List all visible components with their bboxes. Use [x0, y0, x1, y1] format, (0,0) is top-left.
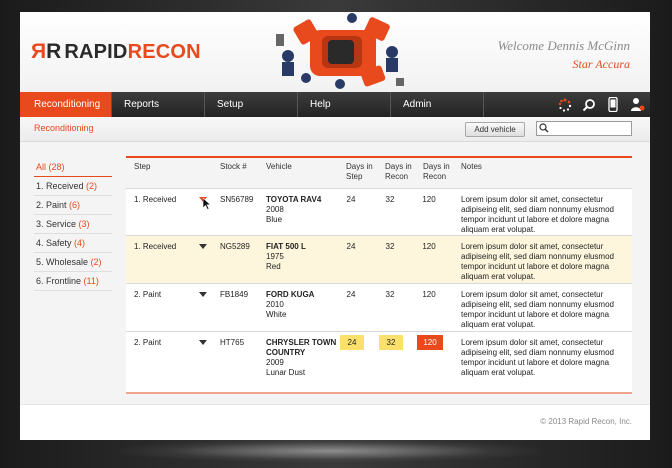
table-row[interactable] [126, 332, 632, 384]
col-header-step[interactable]: Step [134, 162, 151, 171]
nav-tab-admin[interactable]: Admin [391, 92, 484, 117]
sidebar-item-label: 5. Wholesale [36, 257, 89, 267]
cell-days-in-recon-2: 120 [422, 242, 436, 251]
cell-notes: Lorem ipsum dolor sit amet, consectetur adipiseing elit, sed diam nonnumy elusmod tempor incidunt ut labore et dolore magna aliquam erat volupat. [461, 290, 614, 329]
col-header-notes[interactable]: Notes [461, 162, 482, 171]
cell-vehicle-name: FIAT 500 L [266, 242, 306, 251]
sidebar-item-label: All [36, 162, 47, 172]
sidebar-item-safety[interactable] [34, 234, 112, 253]
welcome-block [498, 38, 630, 72]
col-header-days-in-step[interactable]: Days in Step [346, 162, 373, 181]
sidebar-item-count: (2) [90, 257, 102, 267]
days-in-step-warning-badge: 24 [340, 335, 364, 350]
nav-tab-reconditioning[interactable]: Reconditioning [20, 92, 112, 117]
sidebar-item-paint[interactable] [34, 196, 112, 215]
cell-stock: SN56789 [220, 195, 254, 204]
header [20, 12, 650, 92]
cell-vehicle-year: 1975 [266, 252, 284, 261]
sidebar-item-received[interactable] [34, 177, 112, 196]
cell-days-in-step: 24 [346, 242, 356, 251]
cell-stock: FB1849 [220, 290, 249, 299]
cell-vehicle-color: Blue [266, 215, 283, 224]
section-title: Reconditioning [34, 123, 94, 133]
sidebar-item-label: 3. Service [36, 219, 77, 229]
vehicles-table [126, 156, 632, 394]
dealer-name[interactable]: Star Accura [572, 57, 630, 71]
cell-stock: HT765 [220, 338, 245, 347]
loading-spinner-icon[interactable] [556, 96, 574, 114]
logo-text-recon: RECON [127, 40, 201, 63]
cell-vehicle-color: Lunar Dust [266, 368, 306, 377]
copyright-text: © 2013 Rapid Recon, Inc. [540, 417, 632, 426]
cell-notes: Lorem ipsum dolor sit amet, consectetur adipiseing elit, sed diam nonnumy elusmod tempor incidunt ut labore et dolore magna aliquam erat volupat. [461, 242, 614, 281]
nav-icon-group [550, 92, 646, 117]
cell-step: 2. Paint [134, 290, 162, 299]
cell-stock: NG5289 [220, 242, 250, 251]
step-dropdown-caret[interactable] [199, 244, 207, 249]
add-vehicle-button[interactable]: Add vehicle [465, 122, 525, 137]
cell-step: 1. Received [134, 195, 177, 204]
cell-days-in-recon: 32 [385, 195, 395, 204]
footer [20, 404, 650, 440]
cell-vehicle-year: 2010 [266, 300, 284, 309]
logo-mark: RR [34, 40, 59, 63]
step-dropdown-caret[interactable] [199, 292, 207, 297]
cell-vehicle-year: 2008 [266, 205, 284, 214]
search-icon[interactable] [580, 96, 598, 114]
main-content [20, 142, 650, 404]
logo[interactable] [34, 40, 201, 64]
sidebar-item-service[interactable] [34, 215, 112, 234]
search-icon [539, 123, 549, 133]
cell-step: 2. Paint [134, 338, 162, 347]
sidebar-item-label: 4. Safety [36, 238, 72, 248]
table-header [126, 158, 632, 189]
sidebar-item-count: (4) [74, 238, 86, 248]
sidebar-item-label: 1. Received [36, 181, 84, 191]
sidebar-item-count: (28) [48, 162, 65, 172]
logo-text-rapid: RAPID [64, 40, 128, 63]
sidebar-item-all[interactable] [34, 158, 112, 177]
cell-days-in-recon: 32 [385, 290, 395, 299]
days-in-recon-warning-badge: 32 [379, 335, 403, 350]
cell-vehicle-name: TOYOTA RAV4 [266, 195, 322, 204]
table-row[interactable] [126, 189, 632, 236]
sidebar-item-count: (3) [78, 219, 90, 229]
mouse-cursor-icon [203, 198, 212, 210]
step-filter-sidebar [34, 158, 112, 291]
cell-days-in-recon: 32 [385, 242, 395, 251]
table-row[interactable] [126, 236, 632, 284]
main-nav [20, 92, 650, 117]
app-page [20, 12, 650, 440]
days-in-recon-alert-badge: 120 [417, 335, 443, 350]
cell-vehicle-year: 2009 [266, 358, 284, 367]
sidebar-item-count: (2) [86, 181, 98, 191]
table-row[interactable] [126, 284, 632, 332]
col-header-days-in-recon-2[interactable]: Days in Recon [423, 162, 450, 181]
cell-vehicle-name: CHRYSLER TOWN COUNTRY [266, 338, 337, 357]
sidebar-item-count: (11) [83, 276, 99, 286]
cell-vehicle-name: FORD KUGA [266, 290, 315, 299]
frame-reflection [120, 440, 540, 462]
col-header-days-in-recon[interactable]: Days in Recon [385, 162, 412, 181]
sidebar-item-label: 2. Paint [36, 200, 67, 210]
user-settings-icon[interactable] [628, 96, 646, 114]
table-bottom-rule [126, 392, 632, 394]
sidebar-item-frontline[interactable] [34, 272, 112, 291]
cell-days-in-recon-2: 120 [422, 290, 436, 299]
mobile-phone-icon[interactable] [604, 96, 622, 114]
cell-days-in-step: 24 [346, 290, 356, 299]
car-illustration [270, 12, 410, 92]
cell-notes: Lorem ipsum dolor sit amet, consectetur adipiseing elit, sed diam nonnumy elusmod tempor incidunt ut labore et dolore magna aliquam erat volupat. [461, 195, 614, 234]
cell-vehicle-color: Red [266, 262, 281, 271]
search-input[interactable] [550, 122, 628, 135]
search-field[interactable] [536, 121, 632, 136]
cell-days-in-recon-2: 120 [422, 195, 436, 204]
sub-toolbar [20, 117, 650, 142]
sidebar-item-label: 6. Frontline [36, 276, 82, 286]
cell-vehicle-color: White [266, 310, 287, 319]
col-header-vehicle[interactable]: Vehicle [266, 162, 292, 171]
cell-step: 1. Received [134, 242, 177, 251]
col-header-stock[interactable]: Stock # [220, 162, 247, 171]
sidebar-item-wholesale[interactable] [34, 253, 112, 272]
nav-tab-setup[interactable]: Setup [205, 92, 298, 117]
nav-tab-reports[interactable]: Reports [112, 92, 205, 117]
cell-days-in-step: 24 [346, 195, 356, 204]
sidebar-item-count: (6) [69, 200, 81, 210]
cell-notes: Lorem ipsum dolor sit amet, consectetur adipiseing elit, sed diam nonnumy elusmod tempor incidunt ut labore et dolore magna aliquam erat volupat. [461, 338, 614, 377]
step-dropdown-caret[interactable] [199, 340, 207, 345]
welcome-greeting: Welcome Dennis McGinn [497, 38, 630, 53]
nav-tab-help[interactable]: Help [298, 92, 391, 117]
